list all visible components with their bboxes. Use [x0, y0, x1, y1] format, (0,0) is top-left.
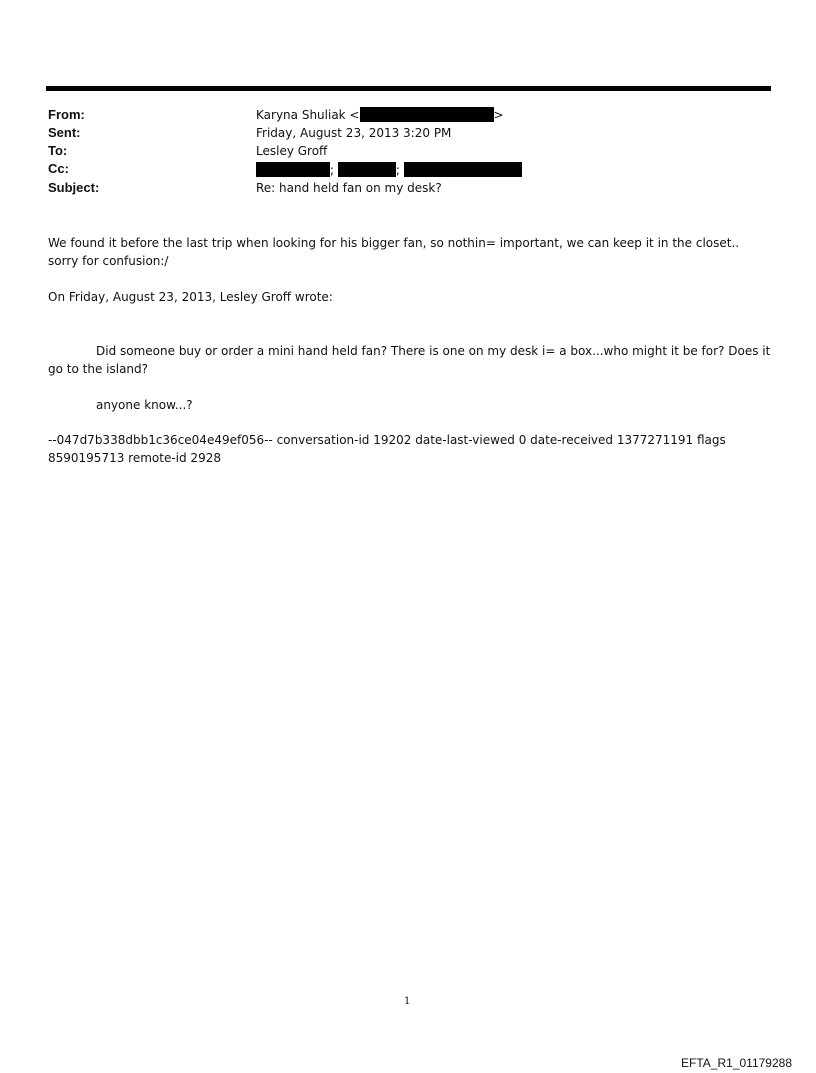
cc-separator: ;	[330, 163, 335, 177]
sent-value: Friday, August 23, 2013 3:20 PM	[256, 126, 452, 140]
redaction-box	[404, 162, 522, 177]
to-value: Lesley Groff	[256, 144, 328, 158]
subject-value: Re: hand held fan on my desk?	[256, 181, 442, 195]
from-value	[256, 106, 504, 124]
subject-label: Subject:	[48, 180, 100, 195]
cc-label: Cc:	[48, 161, 69, 176]
to-label: To:	[48, 143, 68, 158]
from-close: >	[493, 108, 504, 122]
redaction-box	[256, 162, 330, 177]
from-name: Karyna Shuliak <	[256, 108, 360, 122]
quote-intro: On Friday, August 23, 2013, Lesley Groff wrote:	[48, 290, 333, 304]
redaction-box	[338, 162, 396, 177]
document-id: EFTA_R1_01179288	[681, 1056, 792, 1070]
redaction-box	[360, 107, 494, 122]
page-number: 1	[404, 996, 411, 1007]
cc-separator: ;	[395, 163, 400, 177]
header-rule	[46, 86, 771, 91]
sent-label: Sent:	[48, 125, 81, 140]
reply-paragraph: We found it before the last trip when looking for his bigger fan, so nothin= important, we can keep it in the closet.. sorry for confusion:/	[48, 236, 740, 268]
message-metadata: --047d7b338dbb1c36ce04e49ef056-- conversation-id 19202 date-last-viewed 0 date-received 1377271191 flags 8590195713 remote-id 2928	[48, 433, 726, 465]
cc-value	[256, 161, 522, 179]
quoted-question: anyone know...?	[96, 398, 193, 412]
from-label: From:	[48, 107, 85, 122]
quoted-paragraph: Did someone buy or order a mini hand held fan? There is one on my desk i= a box...who might it be for? Does it go to the island?	[48, 344, 771, 376]
